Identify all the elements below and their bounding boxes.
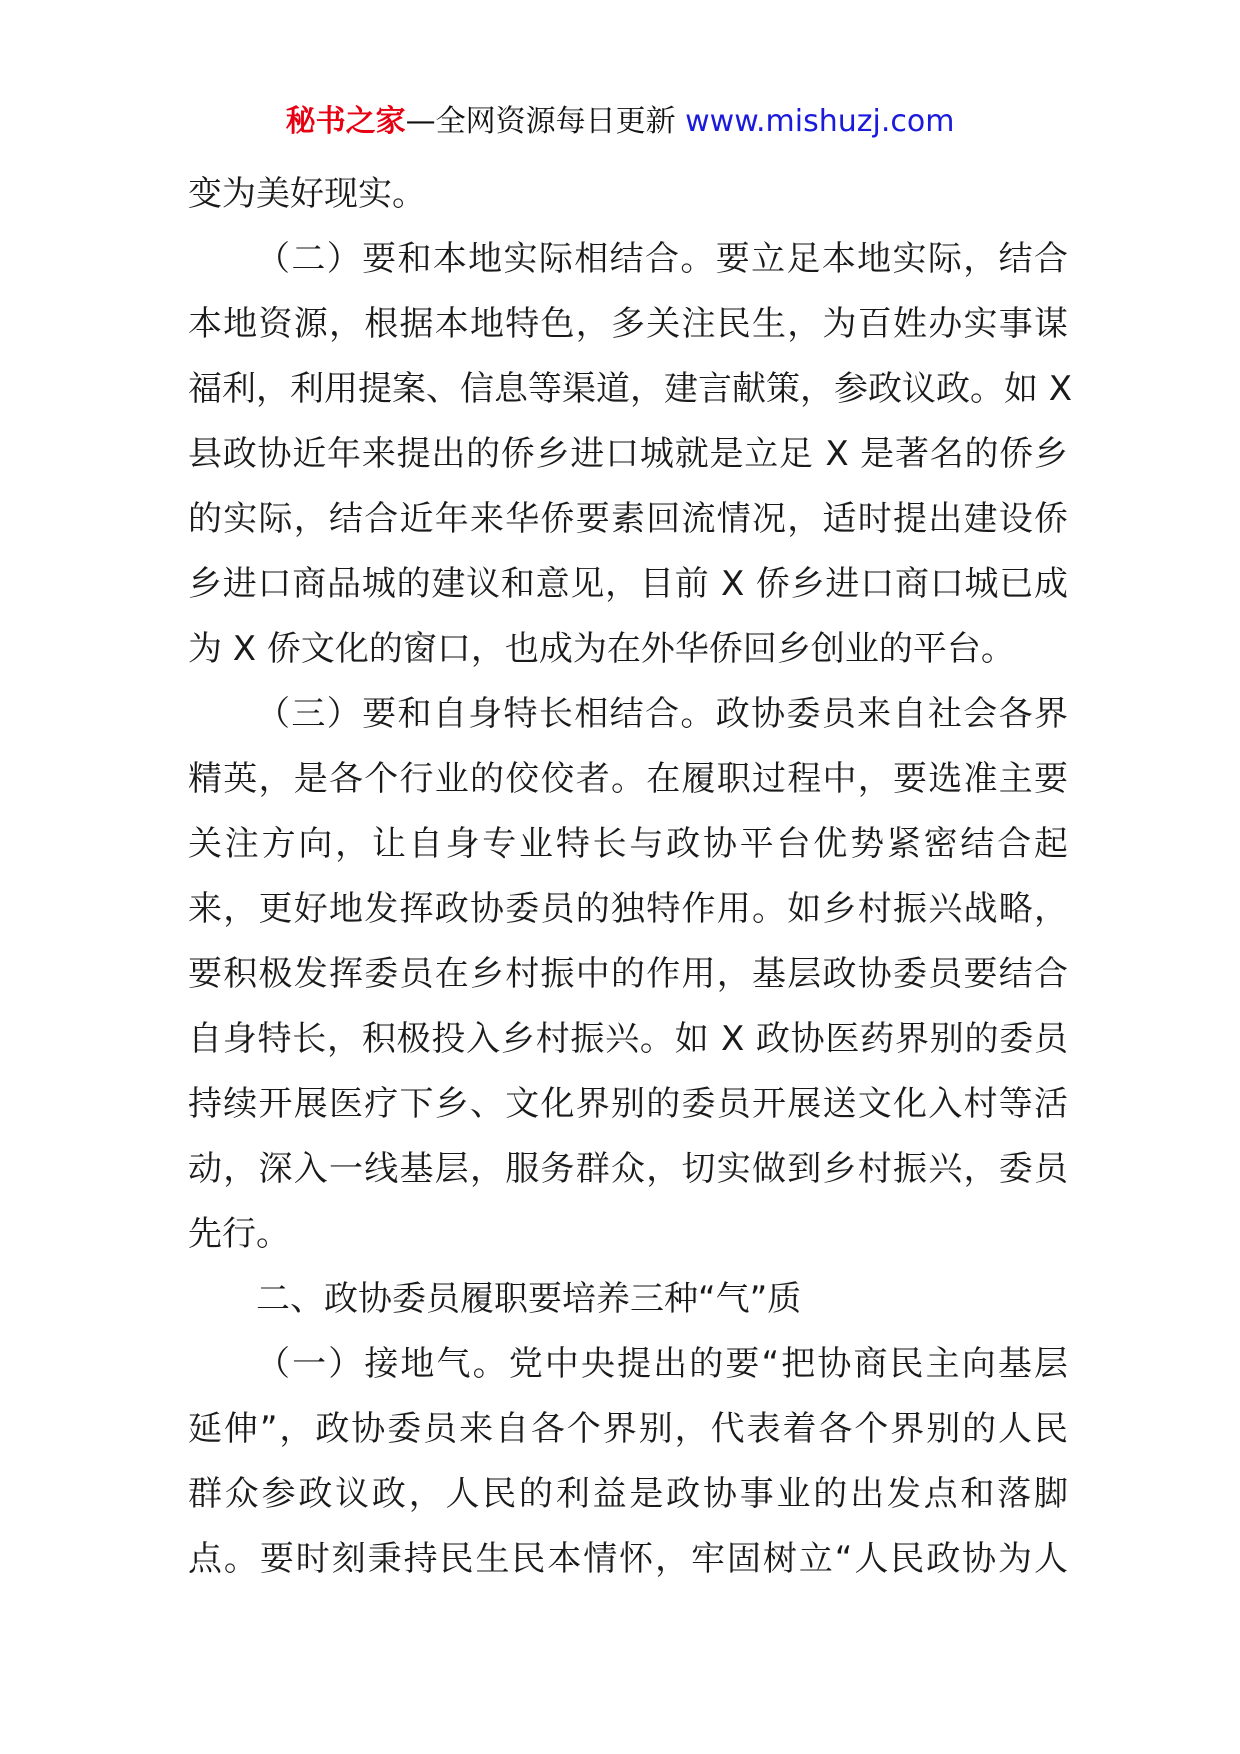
text-line: 为 X 侨文化的窗口，也成为在外华侨回乡创业的平台。: [188, 629, 1015, 669]
text-line: 乡进口商品城的建议和意见，目前 X 侨乡进口商口城已成: [188, 564, 1068, 604]
header-tagline: —全网资源每日更新: [405, 104, 676, 139]
site-header: [0, 100, 1240, 144]
site-url-link[interactable]: www.mishuzj.com: [685, 104, 955, 139]
document-body: [188, 162, 1073, 1592]
text-line: 县政协近年来提出的侨乡进口城就是立足 X 是著名的侨乡: [188, 434, 1068, 474]
brand-name: 秘书之家: [285, 104, 406, 139]
text-line: 动，深入一线基层，服务群众，切实做到乡村振兴，委员: [188, 1149, 1068, 1189]
text-line: 点。要时刻秉持民生民本情怀，牢固树立“人民政协为人: [188, 1539, 1068, 1579]
text-line: 先行。: [188, 1214, 290, 1254]
text-line: 持续开展医疗下乡、文化界别的委员开展送文化入村等活: [188, 1084, 1068, 1124]
text-line: 要积极发挥委员在乡村振中的作用，基层政协委员要结合: [188, 954, 1068, 994]
section-heading-3: （三）要和自身特长相结合。政协委员来自社会各界: [256, 694, 1068, 734]
section-heading-1: （一）接地气。党中央提出的要“把协商民主向基层: [256, 1344, 1068, 1384]
text-line: 变为美好现实。: [188, 174, 426, 214]
text-line: 群众参政议政，人民的利益是政协事业的出发点和落脚: [188, 1474, 1068, 1514]
text-line: 精英，是各个行业的佼佼者。在履职过程中，要选准主要: [188, 759, 1068, 799]
text-line: 关注方向，让自身专业特长与政协平台优势紧密结合起: [188, 824, 1068, 864]
text-line: 福利，利用提案、信息等渠道，建言献策，参政议政。如 X: [188, 369, 1073, 409]
text-line: 自身特长，积极投入乡村振兴。如 X 政协医药界别的委员: [188, 1019, 1068, 1059]
text-line: 来，更好地发挥政协委员的独特作用。如乡村振兴战略，: [188, 889, 1068, 929]
text-line: 延伸”，政协委员来自各个界别，代表着各个界别的人民: [188, 1409, 1068, 1449]
text-line: 本地资源，根据本地特色，多关注民生，为百姓办实事谋: [188, 304, 1068, 344]
chapter-heading-2: 二、政协委员履职要培养三种“气”质: [256, 1279, 802, 1319]
section-heading-2: （二）要和本地实际相结合。要立足本地实际，结合: [256, 239, 1068, 279]
text-line: 的实际，结合近年来华侨要素回流情况，适时提出建设侨: [188, 499, 1068, 539]
